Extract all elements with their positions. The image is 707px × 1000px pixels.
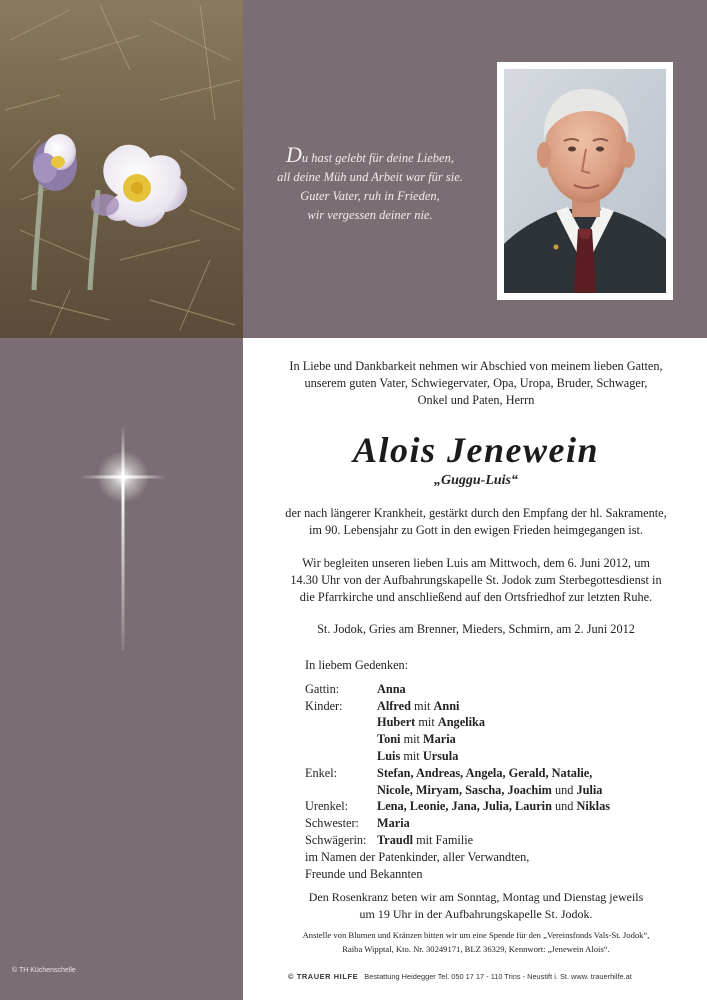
great-grandchild-name: Niklas <box>576 799 611 814</box>
child-line <box>377 748 685 765</box>
connector: und <box>554 782 574 797</box>
child-name: Hubert <box>377 715 416 730</box>
intro-text <box>260 358 692 409</box>
poem-line-4: wir vergessen deiner nie. <box>307 208 433 222</box>
child-line <box>377 714 685 731</box>
child-name: Toni <box>377 732 401 747</box>
mourner-row-urenkel <box>305 798 685 815</box>
portrait-photo <box>504 69 666 293</box>
mourner-row-enkel <box>305 765 685 799</box>
deceased-name: Alois Jenewein <box>352 430 600 470</box>
poem <box>265 142 475 225</box>
closing-line-1: im Namen der Patenkinder, aller Verwandten, <box>305 849 530 864</box>
child-line <box>377 698 685 715</box>
grandchildren-names: Nicole, Miryam, Sascha, Joachim <box>377 782 552 797</box>
connector: und <box>555 799 574 814</box>
poem-line-3: Guter Vater, ruh in Frieden, <box>300 189 440 203</box>
funeral-line-1: Wir begleiten unseren lieben Luis am Mittwoch, dem 6. Juni 2012, um <box>302 556 650 570</box>
spouse-name: Anni <box>433 698 460 713</box>
footer-brand: © TRAUER HILFE <box>288 972 359 981</box>
memorial-list <box>305 657 685 882</box>
intro-line-1: In Liebe und Dankbarkeit nehmen wir Abschied von meinem lieben Gatten, <box>289 359 663 373</box>
child-name: Alfred <box>377 698 411 713</box>
photo-copyright: © TH Küchenschelle <box>12 967 76 974</box>
poem-dropcap: D <box>286 142 302 167</box>
intro-line-2: unserem guten Vater, Schwiegervater, Opa, Uropa, Bruder, Schwager, <box>304 376 648 390</box>
passing-line-2: im 90. Lebensjahr zu Gott in den ewigen Frieden heimgegangen ist. <box>309 523 643 537</box>
footer <box>288 972 688 981</box>
mourner-row-schwester <box>305 815 685 832</box>
child-line <box>377 731 685 748</box>
poem-line-1 <box>265 142 475 168</box>
mourner-note: mit Familie <box>416 832 474 847</box>
child-name: Luis <box>377 748 401 763</box>
grandchildren-line-1: Stefan, Andreas, Angela, Gerald, Natalie, <box>377 765 593 780</box>
grandchild-name: Julia <box>576 782 603 797</box>
mourner-label: Enkel: <box>305 765 338 780</box>
mourner-label: Urenkel: <box>305 799 349 814</box>
donation-line-2: Raiba Wipptal, Kto. Nr. 30249171, BLZ 36329, Kennwort: „Jenewein Alois“. <box>342 944 610 954</box>
passing-line-1: der nach längerer Krankheit, gestärkt durch den Empfang der hl. Sakramente, <box>285 506 667 520</box>
mourner-name: Maria <box>377 816 410 831</box>
grandchildren-line-2 <box>377 782 685 799</box>
funeral-paragraph <box>260 555 692 606</box>
poem-line-2: all deine Müh und Arbeit war für sie. <box>277 170 463 184</box>
glowing-cross-icon <box>80 420 166 650</box>
mourner-label: Schwägerin: <box>305 832 367 847</box>
connector: mit <box>418 715 435 730</box>
spouse-name: Angelika <box>437 715 485 730</box>
connector: mit <box>414 698 431 713</box>
mourner-name: Traudl <box>377 832 413 847</box>
pasqueflower-photo <box>0 0 243 338</box>
rosary-line-1: Den Rosenkranz beten wir am Sonntag, Montag und Dienstag jeweils <box>308 890 644 904</box>
great-grandchildren-names: Lena, Leonie, Jana, Julia, Laurin <box>377 799 552 814</box>
closing-line-2: Freunde und Bekannten <box>305 866 423 881</box>
mourner-name: Anna <box>377 681 406 696</box>
main-content <box>260 358 692 637</box>
funeral-line-2: 14.30 Uhr von der Aufbahrungskapelle St. Jodok zum Sterbegottesdienst in <box>290 573 662 587</box>
deceased-nickname: „Guggu-Luis“ <box>433 473 519 488</box>
rosary-line-2: um 19 Uhr in der Aufbahrungskapelle St. Jodok. <box>359 907 593 921</box>
mourner-label: Schwester: <box>305 816 359 831</box>
mourner-label: Kinder: <box>305 698 343 713</box>
connector: mit <box>403 748 420 763</box>
footer-info: Bestattung Heidegger Tel. 050 17 17 - 110 Trins - Neustift i. St. www. trauerhilfe.at <box>364 972 632 981</box>
mourner-row-gattin <box>305 681 685 698</box>
spouse-name: Maria <box>423 732 456 747</box>
place-date: St. Jodok, Gries am Brenner, Mieders, Schmirn, am 2. Juni 2012 <box>317 622 635 636</box>
rosary-notice <box>260 889 692 923</box>
donation-line-1: Anstelle von Blumen und Kränzen bitten wir um eine Spende für den „Vereinsfonds Vals-St. Jodok“, <box>302 930 650 940</box>
connector: mit <box>403 732 420 747</box>
poem-line-1-text: u hast gelebt für deine Lieben, <box>301 151 454 165</box>
mourner-row-kinder <box>305 698 685 765</box>
funeral-line-3: die Pfarrkirche und anschließend auf den Ortsfriedhof zur letzten Ruhe. <box>299 590 653 604</box>
memorial-heading: In liebem Gedenken: <box>305 658 409 672</box>
spouse-name: Ursula <box>422 748 459 763</box>
passing-paragraph <box>260 505 692 539</box>
donation-notice <box>260 928 692 956</box>
intro-line-3: Onkel und Paten, Herrn <box>417 393 535 407</box>
mourner-row-schwaegerin <box>305 832 685 849</box>
mourner-label: Gattin: <box>305 681 340 696</box>
